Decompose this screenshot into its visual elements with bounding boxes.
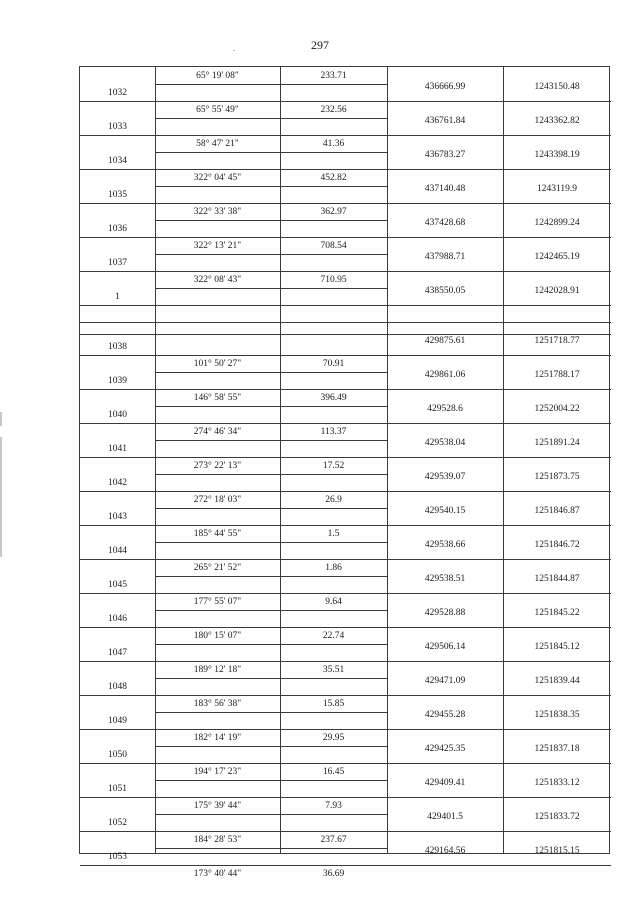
segment-line	[155, 220, 387, 221]
point-number: 1037	[108, 258, 127, 268]
coordinate-x: 429425.35	[424, 744, 466, 754]
segment-line	[155, 848, 387, 849]
row-line	[80, 695, 611, 696]
segment-line	[155, 406, 387, 407]
coordinate-x: 429538.04	[424, 438, 466, 448]
bearing-angle: 175° 39' 44"	[193, 801, 242, 811]
segment-line	[155, 152, 387, 153]
bearing-angle: 177° 55' 07"	[193, 597, 242, 607]
segment-line	[155, 712, 387, 713]
segment-distance: 17.52	[322, 461, 345, 471]
segment-distance: 113.37	[320, 427, 347, 437]
segment-distance: 232.56	[320, 105, 347, 115]
coordinate-y: 1251846.72	[534, 540, 580, 550]
segment-line	[155, 644, 387, 645]
point-number: 1042	[108, 478, 127, 488]
point-number: 1043	[108, 512, 127, 522]
coordinate-y: 1251815.15	[534, 846, 580, 856]
segment-distance: 15.85	[322, 699, 345, 709]
coordinate-y: 1243398.19	[534, 150, 580, 160]
coordinate-x: 429409.41	[424, 778, 466, 788]
scan-speck	[233, 50, 235, 51]
bearing-angle: 322° 13' 21"	[193, 241, 242, 251]
segment-distance: 362.97	[320, 207, 347, 217]
point-number: 1039	[108, 376, 127, 386]
bearing-angle: 185° 44' 55"	[193, 529, 242, 539]
coordinate-x: 437988.71	[424, 252, 466, 262]
point-number: 1038	[108, 342, 127, 352]
row-line	[80, 627, 611, 628]
coordinate-x: 429506.14	[424, 642, 466, 652]
segment-line	[155, 814, 387, 815]
coordinate-x: 429539.07	[424, 472, 466, 482]
coordinate-y: 1251873.75	[534, 472, 580, 482]
row-line	[80, 423, 611, 424]
segment-line	[155, 746, 387, 747]
point-number: 1033	[108, 122, 127, 132]
point-number: 1045	[108, 580, 127, 590]
coordinate-y: 1251846.87	[534, 506, 580, 516]
coordinate-y: 1243119.9	[536, 184, 578, 194]
row-line	[80, 831, 611, 832]
row-line	[80, 355, 611, 356]
coordinate-y: 1242028.91	[534, 286, 580, 296]
row-line	[80, 763, 611, 764]
segment-distance: 233.71	[320, 71, 347, 81]
point-number: 1052	[108, 818, 127, 828]
segment-line	[155, 576, 387, 577]
row-line	[80, 305, 611, 306]
bearing-angle: 65° 19' 08"	[196, 71, 239, 81]
segment-line	[155, 288, 387, 289]
coordinate-x: 437428.68	[424, 218, 466, 228]
bearing-angle: 184° 28' 53"	[193, 835, 242, 845]
coordinate-x: 429528.88	[424, 608, 466, 618]
coordinate-y: 1243362.82	[534, 116, 580, 126]
bearing-angle: 173° 40' 44"	[193, 869, 242, 879]
coordinate-y: 1243150.48	[534, 82, 580, 92]
coordinate-x: 429164.56	[424, 846, 466, 856]
row-line	[80, 389, 611, 390]
segment-distance: 16.45	[322, 767, 345, 777]
coordinate-y: 1251839.44	[534, 676, 580, 686]
coordinate-x: 436666.99	[424, 82, 466, 92]
point-number: 1035	[108, 190, 127, 200]
segment-line	[155, 508, 387, 509]
point-number: 1	[115, 292, 120, 302]
segment-distance: 26.9	[325, 495, 342, 505]
bearing-angle: 101° 50' 27"	[193, 359, 242, 369]
coordinate-x: 429538.66	[424, 540, 466, 550]
coordinate-x: 438550.05	[424, 286, 466, 296]
coordinate-y: 1251788.17	[534, 370, 580, 380]
coordinate-x: 436761.84	[424, 116, 466, 126]
segment-distance: 35.51	[322, 665, 345, 675]
segment-line	[155, 254, 387, 255]
segment-line	[155, 186, 387, 187]
segment-line	[155, 440, 387, 441]
row-line	[80, 525, 611, 526]
row-line	[80, 593, 611, 594]
point-number: 1050	[108, 750, 127, 760]
bearing-angle: 194° 17' 23"	[193, 767, 242, 777]
margin-scan-mark	[0, 412, 2, 426]
point-number: 1049	[108, 716, 127, 726]
coordinate-x: 429861.06	[424, 370, 466, 380]
group-separator	[80, 334, 611, 335]
segment-distance: 710.95	[320, 275, 347, 285]
segment-distance: 36.69	[322, 869, 345, 879]
segment-distance: 708.54	[320, 241, 347, 251]
segment-line	[155, 542, 387, 543]
segment-distance: 1.86	[325, 563, 342, 573]
row-line	[80, 729, 611, 730]
point-number: 1053	[108, 852, 127, 862]
coordinate-x: 429540.15	[424, 506, 466, 516]
point-number: 1046	[108, 614, 127, 624]
bearing-angle: 146° 58' 55"	[193, 393, 242, 403]
point-number: 1040	[108, 410, 127, 420]
bearing-angle: 273° 22' 13"	[193, 461, 242, 471]
coordinate-y: 1251891.24	[534, 438, 580, 448]
coordinate-x: 429528.6	[427, 404, 463, 414]
segment-line	[155, 118, 387, 119]
bearing-angle: 189° 12' 18"	[193, 665, 242, 675]
bearing-angle: 182° 14' 19"	[193, 733, 242, 743]
segment-distance: 29.95	[322, 733, 345, 743]
row-line	[80, 169, 611, 170]
row-line	[80, 797, 611, 798]
coordinate-y: 1251844.87	[534, 574, 580, 584]
segment-distance: 1.5	[327, 529, 340, 539]
segment-distance: 70.91	[322, 359, 345, 369]
point-number: 1041	[108, 444, 127, 454]
segment-line	[155, 610, 387, 611]
coordinate-y: 1251833.72	[534, 812, 580, 822]
coordinates-table	[79, 66, 610, 879]
bearing-angle: 58° 47' 21"	[196, 139, 239, 149]
segment-line	[155, 678, 387, 679]
bearing-angle: 322° 33' 38"	[193, 207, 242, 217]
coordinate-x: 429875.61	[424, 336, 466, 346]
coordinate-y: 1251845.22	[534, 608, 580, 618]
bearing-angle: 322° 04' 45"	[193, 173, 242, 183]
row-line	[80, 865, 611, 866]
segment-line	[155, 84, 387, 85]
segment-distance: 237.67	[320, 835, 347, 845]
bearing-angle: 65° 55' 49"	[196, 105, 239, 115]
coordinate-y: 1242899.24	[534, 218, 580, 228]
coordinate-x: 437140.48	[424, 184, 466, 194]
coordinate-x: 429538.51	[424, 574, 466, 584]
bearing-angle: 183° 56' 38"	[193, 699, 242, 709]
bearing-angle: 272° 18' 03"	[193, 495, 242, 505]
coordinate-y: 1242465.19	[534, 252, 580, 262]
segment-line	[155, 780, 387, 781]
coordinate-y: 1252004.22	[534, 404, 580, 414]
point-number: 1048	[108, 682, 127, 692]
segment-distance: 7.93	[325, 801, 342, 811]
point-number: 1032	[108, 88, 127, 98]
segment-line	[155, 474, 387, 475]
coordinate-x: 429401.5	[427, 812, 463, 822]
coordinate-y: 1251838.35	[534, 710, 580, 720]
row-line	[80, 661, 611, 662]
segment-distance: 452.82	[320, 173, 347, 183]
row-line	[80, 203, 611, 204]
coordinate-y: 1251837.18	[534, 744, 580, 754]
row-line	[80, 559, 611, 560]
row-line	[80, 101, 611, 102]
segment-distance: 41.36	[322, 139, 345, 149]
group-separator	[80, 322, 611, 323]
segment-line	[155, 372, 387, 373]
bearing-angle: 274° 46' 34"	[193, 427, 242, 437]
margin-scan-mark	[0, 437, 2, 557]
row-line	[80, 457, 611, 458]
segment-distance: 9.64	[325, 597, 342, 607]
page-number: 297	[311, 38, 329, 52]
row-line	[80, 237, 611, 238]
coordinate-x: 429455.28	[424, 710, 466, 720]
row-line	[80, 135, 611, 136]
coordinate-y: 1251718.77	[534, 336, 580, 346]
bearing-angle: 265° 21' 52"	[193, 563, 242, 573]
bearing-angle: 322° 08' 43"	[193, 275, 242, 285]
row-line	[80, 491, 611, 492]
point-number: 1036	[108, 224, 127, 234]
point-number: 1047	[108, 648, 127, 658]
segment-distance: 396.49	[320, 393, 347, 403]
coordinate-y: 1251833.12	[534, 778, 580, 788]
coordinate-x: 436783.27	[424, 150, 466, 160]
segment-distance: 22.74	[322, 631, 345, 641]
coordinate-y: 1251845.12	[534, 642, 580, 652]
row-line	[80, 271, 611, 272]
point-number: 1044	[108, 546, 127, 556]
point-number: 1051	[108, 784, 127, 794]
coordinate-x: 429471.09	[424, 676, 466, 686]
bearing-angle: 180° 15' 07"	[193, 631, 242, 641]
point-number: 1034	[108, 156, 127, 166]
